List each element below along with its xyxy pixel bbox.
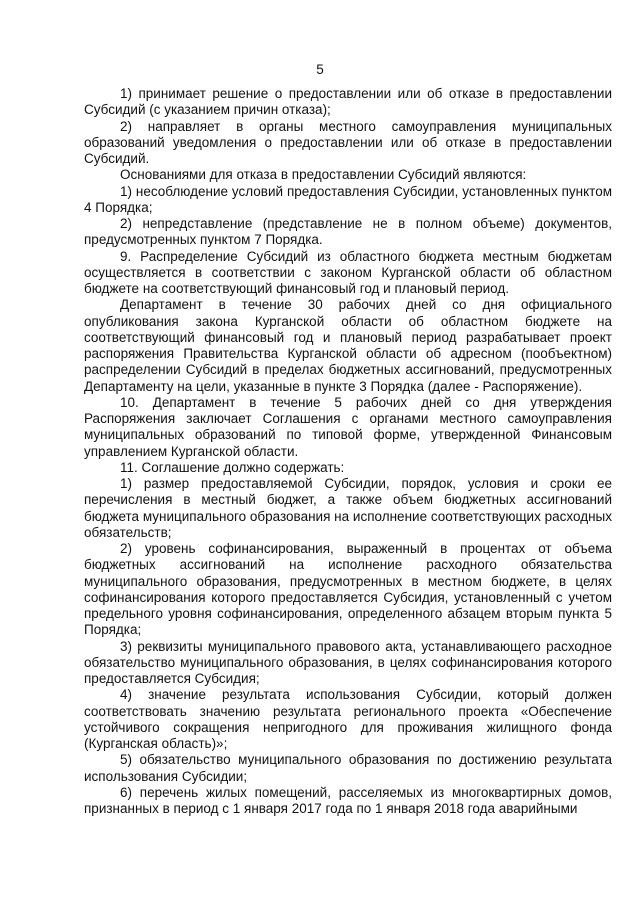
paragraph: 5) обязательство муниципального образования по достижению результата использования Субсидии; xyxy=(84,752,612,784)
document-body xyxy=(84,86,612,817)
paragraph: 2) направляет в органы местного самоуправления муниципальных образований уведомления о предоставлении или об отказе в предоставлении Субсидий. xyxy=(84,118,612,166)
paragraph: 2) непредставление (представление не в полном объеме) документов, предусмотренных пунктом 7 Порядка. xyxy=(84,216,612,248)
paragraph: 6) перечень жилых помещений, расселяемых из многоквартирных домов, признанных в период с 1 января 2017 года по 1 января 2018 года аварийными xyxy=(84,784,612,816)
page-number: 5 xyxy=(316,62,324,77)
paragraph: 3) реквизиты муниципального правового акта, устанавливающего расходное обязательство муниципального образования, в целях софинансирования которого предоставляется Субсидия; xyxy=(84,638,612,686)
paragraph: 9. Распределение Субсидий из областного бюджета местным бюджетам осуществляется в соответствии с законом Курганской области об областном бюджете на соответствующий финансовый год и плановый период. xyxy=(84,248,612,296)
paragraph: 11. Соглашение должно содержать: xyxy=(120,459,345,475)
paragraph: 1) размер предоставляемой Субсидии, порядок, условия и сроки ее перечисления в местный бюджет, а также объем бюджетных ассигнований бюджета муниципального образования на исполнение соответствующих расходных обязательств; xyxy=(84,476,612,540)
paragraph: 1) несоблюдение условий предоставления Субсидии, установленных пунктом 4 Порядка; xyxy=(84,183,612,215)
paragraph: 2) уровень софинансирования, выраженный в процентах от объема бюджетных ассигнований на исполнение расходного обязательства муниципального образования, предусмотренных в местном бюджете, в целях софинансирования которого предоставляется Субсидия, установленный с учетом предельного уровня софинансирования, определенного абзацем вторым пункта 5 Порядка; xyxy=(84,541,612,638)
paragraph: Департамент в течение 30 рабочих дней со дня официального опубликования закона Курганской области об областном бюджете на соответствующий финансовый год и плановый период разрабатывает проект распоряжения Правительства Курганской области об адресном (пообъектном) распределении Субсидий в пределах бюджетных ассигнований, предусмотренных Департаменту на цели, указанные в пункте 3 Порядка (далее - Распоряжение). xyxy=(84,297,612,394)
paragraph: Основаниями для отказа в предоставлении Субсидий являются: xyxy=(120,167,527,183)
paragraph: 1) принимает решение о предоставлении или об отказе в предоставлении Субсидий (с указанием причин отказа); xyxy=(84,86,612,118)
paragraph: 10. Департамент в течение 5 рабочих дней со дня утверждения Распоряжения заключает Соглашения с органами местного самоуправления муниципальных образований по типовой форме, утвержденной Финансовым управлением Курганской области. xyxy=(84,394,612,459)
paragraph: 4) значение результата использования Субсидии, который должен соответствовать значению результата регионального проекта «Обеспечение устойчивого сокращения непригодного для проживания жилищного фонда (Курганская область)»; xyxy=(84,687,612,751)
